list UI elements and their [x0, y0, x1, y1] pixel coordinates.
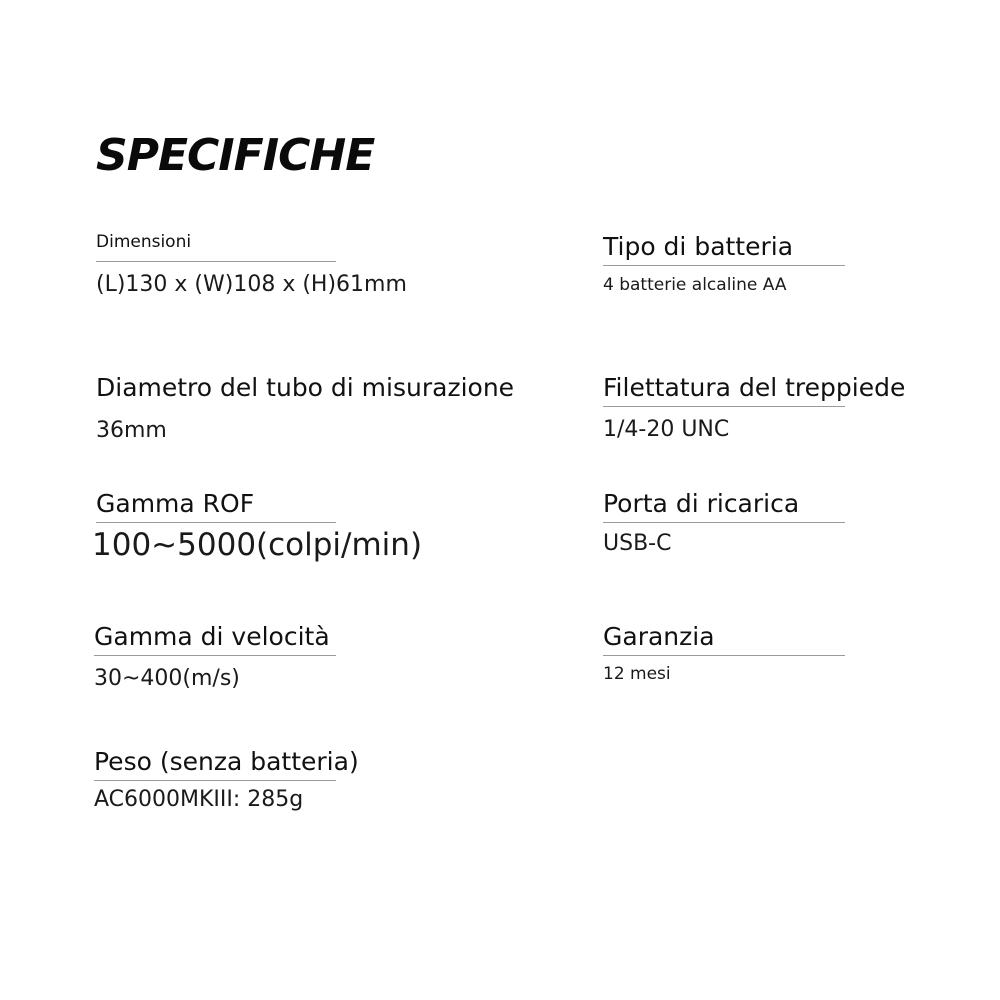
spec-value: 30~400(m/s) [94, 666, 240, 691]
spec-gamma-velocita [94, 622, 336, 692]
spec-label: Filettatura del treppiede [603, 373, 906, 402]
divider [96, 261, 336, 262]
spec-label: Tipo di batteria [603, 232, 794, 261]
spec-diametro-tubo [96, 373, 514, 444]
divider [603, 655, 845, 656]
spec-value: USB-C [603, 531, 672, 556]
divider [603, 522, 845, 523]
spec-label: Porta di ricarica [603, 489, 800, 518]
spec-garanzia [603, 622, 845, 684]
spec-label: Dimensioni [96, 232, 192, 252]
divider [96, 522, 336, 523]
spec-porta-ricarica [603, 489, 845, 557]
spec-label: Gamma ROF [96, 489, 255, 518]
spec-peso [94, 747, 359, 813]
spec-label: Diametro del tubo di misurazione [96, 373, 515, 402]
spec-value: 100~5000(colpi/min) [92, 527, 423, 563]
spec-label: Peso (senza batteria) [94, 747, 359, 776]
divider [96, 405, 336, 406]
divider [94, 655, 336, 656]
spec-tipo-batteria [603, 232, 845, 295]
spec-value: 1/4-20 UNC [603, 417, 730, 442]
spec-dimensioni [96, 232, 407, 299]
divider [94, 780, 336, 781]
spec-label: Gamma di velocità [94, 622, 330, 651]
divider [603, 406, 845, 407]
spec-value: AC6000MKIII: 285g [94, 787, 304, 812]
spec-value: 36mm [96, 418, 167, 443]
page-title: SPECIFICHE [96, 130, 375, 181]
spec-value: 12 mesi [603, 664, 671, 684]
divider [603, 265, 845, 266]
spec-value: 4 batterie alcaline AA [603, 275, 787, 295]
spec-label: Garanzia [603, 622, 715, 651]
spec-value: (L)130 x (W)108 x (H)61mm [96, 272, 407, 298]
spec-gamma-rof [92, 489, 423, 564]
spec-filettatura [603, 373, 905, 443]
